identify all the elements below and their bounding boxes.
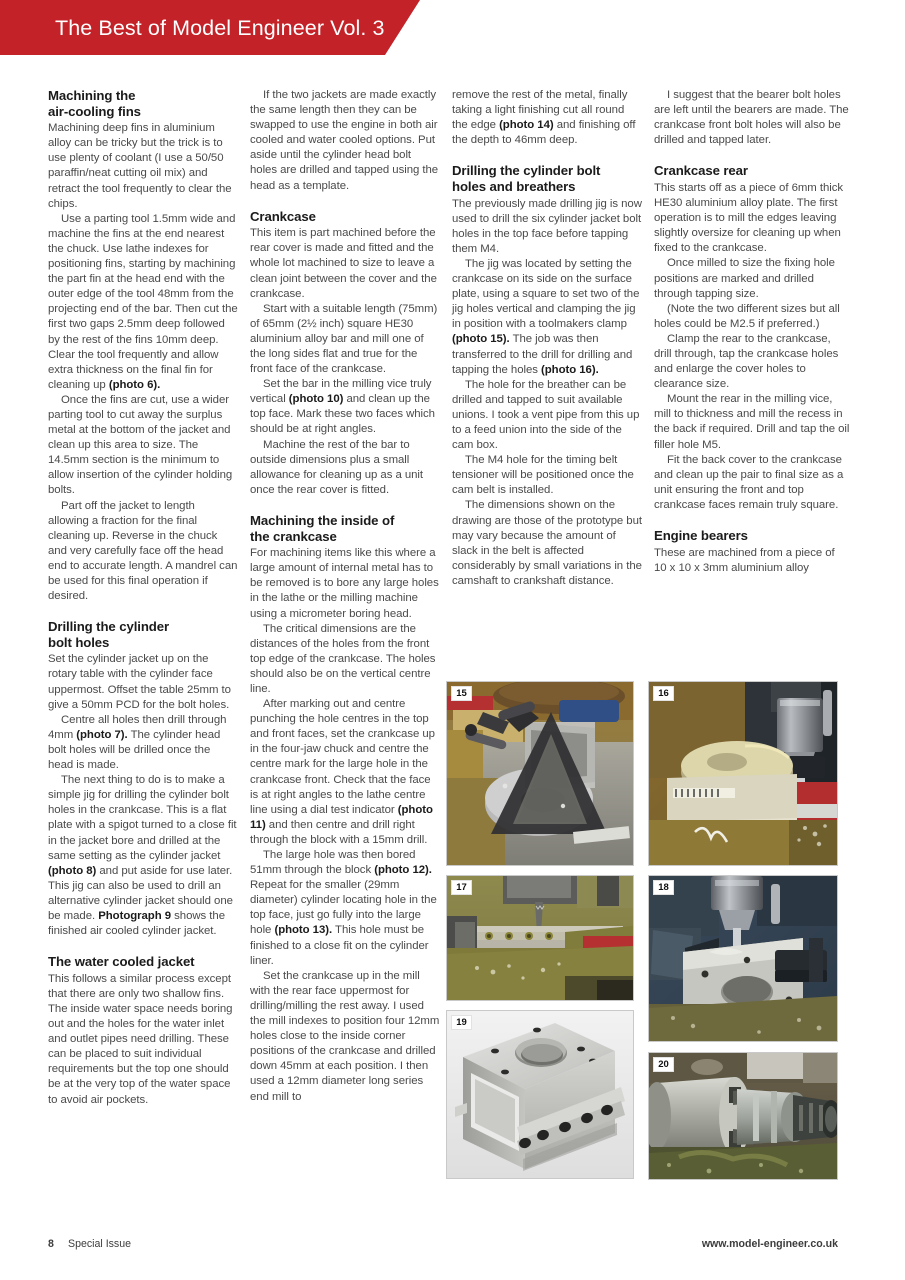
photo-17 (446, 875, 634, 1001)
body-paragraph: (Note the two different sizes but all holes could be M2.5 if preferred.) (654, 302, 840, 330)
body-paragraph: This item is part machined before the rear cover is made and fitted and the whole lot machined to size to leave a clean joint between the cover and the crankcase. (250, 227, 437, 300)
body-paragraph: After marking out and centre punching the hole centres in the top and front faces, set the crankcase up in the four-jaw chuck and centre the centre mark for the large hole in the crankcase front. Check that the face is at right angles to the lathe centre line using a dial test indicator (photo 11) and then centre and drill right through the block with a 15mm drill. (250, 698, 435, 846)
body-paragraph: The M4 hole for the timing belt tensioner will be positioned once the cam belt is installed. (452, 454, 634, 497)
section-heading: Crankcase rear (654, 163, 748, 179)
body-paragraph: Once the fins are cut, use a wider parting tool to cut away the surplus metal at the bottom of the jacket and clean up this area to size. The 14.5mm section is the minimum to allow insertion of the cylinder holding bolts. (48, 393, 233, 497)
body-paragraph: Fit the back cover to the crankcase and clean up the pair to final size as a unit ensuring the front and top crankcase faces remain truly square. (654, 453, 844, 511)
body-paragraph: The dimensions shown on the drawing are those of the prototype but may vary because the amount of slack in the belt is affected considerably by small variations in the camshaft to crankshaft distance. (452, 499, 642, 587)
body-paragraph: Clamp the rear to the crankcase, drill through, tap the crankcase holes and enlarge the cover holes to clearance size. (654, 332, 839, 391)
photo-grid (446, 681, 838, 1208)
photo-20 (648, 1052, 838, 1180)
text-column-2 (250, 88, 440, 1108)
body-paragraph: The critical dimensions are the distances of the holes from the front top edge of the crankcase. The holes should also be on the vertical centre line. (250, 622, 436, 695)
photo-15 (446, 681, 634, 866)
body-paragraph: The next thing to do is to make a simple jig for drilling the cylinder bolt holes in the crankcase. This is a flat plate with a spigot turned to a close fit in the jacket bore and drilled at the same setting as the cylinder jacket (photo 8) and put aside for use later. This jig can also be used to drill an alternative cylinder jacket should one be made. Photograph 9 shows the finished air cooled cylinder jacket. (48, 774, 237, 938)
photo-19-number: 19 (451, 1015, 472, 1030)
body-paragraph: This starts off as a piece of 6mm thick HE30 aluminium alloy plate. The first operation is to mill the edges leaving slightly oversize for cleaning up when fixed to the crankcase. (654, 181, 844, 255)
section-heading: Crankcase (250, 208, 316, 224)
photo-18-number: 18 (653, 880, 674, 895)
photo-19-image (447, 1011, 633, 1178)
body-paragraph: This follows a similar process except that there are only two shallow fins. The inside water space needs boring out and the holes for the water inlet and outlet pipes need drilling. These can be placed to suit individual requirements but the top one should be at the very top of the water space to avoid air pockets. (48, 972, 233, 1106)
body-paragraph: These are machined from a piece of 10 x 10 x 3mm aluminium alloy (654, 546, 835, 574)
photo-16-image (649, 682, 837, 865)
body-paragraph: Once milled to size the fixing hole positions are marked and drilled through tapping size. (654, 257, 835, 300)
footer-website: www.model-engineer.co.uk (701, 1238, 838, 1250)
section-heading: Drilling the cylinder bolt holes and breathers (452, 163, 601, 194)
body-paragraph: Set the bar in the milling vice truly vertical (photo 10) and clean up the top face. Mark these two faces which should be at right angles. (250, 378, 435, 436)
footer-page-number: 8 (48, 1238, 54, 1250)
page-footer (0, 1238, 905, 1258)
body-paragraph: Mount the rear in the milling vice, mill to thickness and mill the recess in the back if required. Drill and tap the oil filler hole M5. (654, 393, 850, 451)
body-paragraph: If the two jackets are made exactly the same length then they can be swapped to use the engine in both air cooled and water cooled options. Put aside until the cylinder head bolt holes are drilled and tapped using the head as a template. (250, 89, 439, 192)
body-paragraph: Part off the jacket to length allowing a fraction for the final cleaning up. Reverse in the chuck and very carefully face off the head end to accurate length. A mandrel can be used for this final operation if desired. (48, 499, 238, 603)
photo-20-number: 20 (653, 1057, 674, 1072)
body-paragraph: Machine the rest of the bar to outside dimensions plus a small allowance for cleaning up as a unit once the rear cover is fitted. (250, 438, 424, 496)
section-heading: Machining the inside of the crankcase (250, 512, 395, 544)
body-paragraph: Set the crankcase up in the mill with the rear face uppermost for drilling/milling the rest away. I used the mill indexes to position four 12mm holes close to the inside corner positions of the crankcase and drilled down 45mm at each position. I then used a 12mm diameter long series end mill to (250, 969, 440, 1103)
photo-15-number: 15 (451, 686, 472, 701)
footer-issue-label: Special Issue (68, 1238, 132, 1250)
photo-18 (648, 875, 838, 1042)
page-title: The Best of Model Engineer Vol. 3 (55, 16, 385, 40)
photo-19 (446, 1010, 634, 1179)
body-paragraph: Centre all holes then drill through 4mm (photo 7). The cylinder head bolt holes will be drilled once the head is made. (48, 713, 227, 772)
section-heading: Drilling the cylinder bolt holes (48, 619, 170, 650)
body-paragraph: For machining items like this where a large amount of internal metal has to be removed is to bore any large holes in the lathe or the milling machine using a micrometer boring head. (250, 547, 439, 620)
photo-17-number: 17 (451, 880, 472, 895)
photo-16 (648, 681, 838, 866)
body-paragraph: The large hole was then bored 51mm through the block (photo 12). Repeat for the smaller (29mm diameter) cylinder locating hole in the top face, just go fully into the large hole (photo 13). This hole must be finished to a close fit on the cylinder liner. (250, 849, 437, 967)
photo-17-image (447, 876, 633, 1000)
body-paragraph: The previously made drilling jig is now used to drill the six cylinder jacket bolt holes in the top face before tapping them M4. (452, 197, 642, 255)
body-paragraph: I suggest that the bearer bolt holes are left until the bearers are made. The crankcase front bolt holes will also be drilled and tapped later. (654, 89, 849, 147)
photo-18-image (649, 876, 837, 1041)
text-column-1 (48, 88, 238, 1108)
photo-15-image (447, 682, 633, 865)
photo-20-image (649, 1053, 837, 1179)
section-heading: Engine bearers (654, 528, 748, 544)
body-paragraph: The jig was located by setting the crankcase on its side on the surface plate, using a square to set two of the jig holes vertical and clamping the jig in position with a toolmakers clamp (photo 15). The job was then transferred to the drill for drilling and tapping the holes (photo 16). (452, 257, 640, 376)
section-heading: Machining the air-cooling fins (48, 88, 141, 119)
body-paragraph: Use a parting tool 1.5mm wide and machine the fins at the end nearest the chuck. Use lathe indexes for positioning fins, starting by machining the part fin at the head end with the outer edge of the tool 48mm from the projecting end of the bar. Then cut the first two gaps 2.5mm deep followed by the rest of the fins 10mm deep. Clear the tool frequently and allow extra thickness on the final fin for cleaning up (photo 6). (48, 212, 238, 391)
body-paragraph: The hole for the breather can be drilled and tapped to suit available unions. I took a vent pipe from this up to a feed union into the side of the cam box. (452, 378, 640, 452)
photo-16-number: 16 (653, 686, 674, 701)
section-heading: The water cooled jacket (48, 954, 195, 970)
body-paragraph: Set the cylinder jacket up on the rotary table with the cylinder face uppermost. Offset the table 25mm to give a 50mm PCD for the bolt holes. (48, 653, 231, 711)
body-paragraph: remove the rest of the metal, finally taking a light finishing cut all round the edge (photo 14) and finishing off the depth to 46mm deep. (452, 89, 636, 147)
body-paragraph: Machining deep fins in aluminium alloy can be tricky but the trick is to use plenty of coolant (I use a 50/50 paraffin/neat cutting oil mix) and retract the tool frequently to clear the chips. (48, 122, 232, 210)
body-paragraph: Start with a suitable length (75mm) of 65mm (2½ inch) square HE30 aluminium alloy bar and mill one of the long sides flat and true for the front face of the crankcase. (250, 302, 438, 376)
